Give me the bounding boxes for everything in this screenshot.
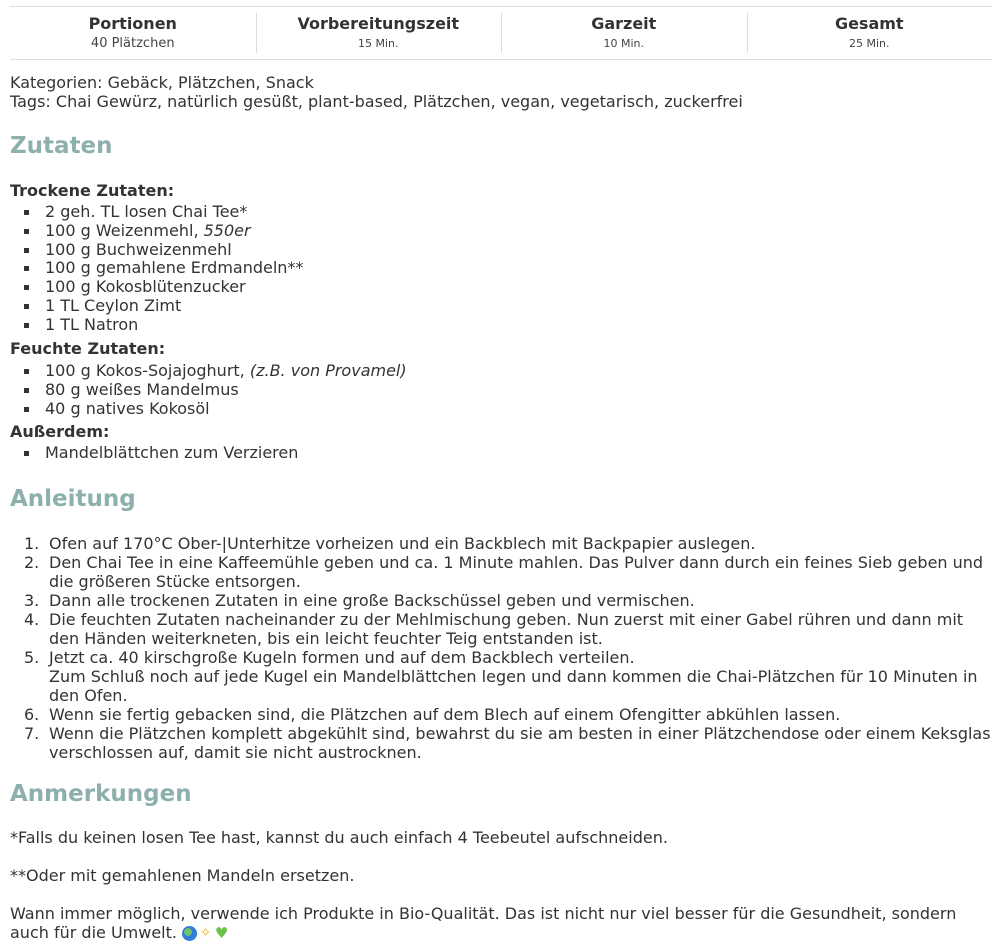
ingredient-list-wet — [24, 362, 407, 418]
instruction-step: 2. Den Chai Tee in eine Kaffeemühle geben und ca. 1 Minute mahlen. Das Pulver dann durch ein feines Sieb geben und die größeren Stücke entsorgen. — [24, 553, 984, 591]
ingredient-item: 100 g Kokosblütenzucker — [24, 278, 303, 297]
stat-label: Garzeit — [591, 14, 657, 33]
ingredient-item: 100 g Weizenmehl, 550er — [24, 222, 303, 241]
recipe-stats-bar — [10, 6, 992, 60]
instruction-step: 6. Wenn sie fertig gebacken sind, die Plätzchen auf dem Blech auf einem Ofengitter abkühlen lassen. — [24, 705, 841, 724]
ingredient-item: Mandelblättchen zum Verzieren — [24, 444, 298, 463]
instructions-heading: Anleitung — [10, 486, 136, 512]
stat-cook-time — [501, 7, 747, 59]
stat-label: Portionen — [88, 14, 177, 33]
ingredient-item: 100 g Kokos-Sojajoghurt, (z.B. von Provamel) — [24, 362, 407, 381]
ingredient-item: 1 TL Natron — [24, 316, 303, 335]
recipe-meta — [10, 73, 743, 111]
stat-prep-time — [256, 7, 502, 59]
stat-value: 40 Plätzchen — [90, 36, 175, 51]
ingredient-item: 100 g Buchweizenmehl — [24, 241, 303, 260]
notes-heading: Anmerkungen — [10, 781, 192, 807]
stat-servings — [10, 7, 256, 59]
tags-line: Tags: Chai Gewürz, natürlich gesüßt, plant-based, Plätzchen, vegan, vegetarisch, zuckerfrei — [10, 92, 743, 111]
instruction-step: 7. Wenn die Plätzchen komplett abgekühlt sind, bewahrst du sie am besten in einer Plätzchendose oder einem Keksglas verschlossen auf, damit sie nicht austrocknen. — [24, 724, 991, 762]
instruction-step: 1. Ofen auf 170°C Ober-|Unterhitze vorheizen und ein Backblech mit Backpapier auslegen. — [24, 534, 756, 553]
stat-total-time — [747, 7, 993, 59]
dizzy-icon: ✧ — [199, 925, 212, 941]
stat-label: Vorbereitungszeit — [297, 14, 460, 33]
instruction-step: 3. Dann alle trockenen Zutaten in eine große Backschüssel geben und vermischen. — [24, 591, 695, 610]
note-tea: *Falls du keinen losen Tee hast, kannst du auch einfach 4 Teebeutel aufschneiden. — [10, 828, 668, 847]
ingredient-group-title: Außerdem: — [10, 422, 110, 441]
ingredient-group-title: Trockene Zutaten: — [10, 181, 175, 200]
ingredient-note: 550er — [203, 220, 251, 240]
stat-label: Gesamt — [834, 14, 904, 33]
note-almonds: **Oder mit gemahlenen Mandeln ersetzen. — [10, 866, 355, 885]
emoji-group — [182, 926, 229, 941]
globe-icon — [182, 926, 197, 941]
ingredients-heading: Zutaten — [10, 133, 113, 159]
ingredient-item: 1 TL Ceylon Zimt — [24, 297, 303, 316]
instruction-steps — [10, 534, 992, 762]
note-organic: Wann immer möglich, verwende ich Produkte in Bio-Qualität. Das ist nicht nur viel besser für die Gesundheit, sondern auch für die Umwelt. ✧ ♥ — [10, 904, 957, 942]
ingredient-list-dry — [24, 203, 303, 335]
stat-value: 10 Min. — [603, 37, 644, 50]
categories-line: Kategorien: Gebäck, Plätzchen, Snack — [10, 73, 314, 92]
ingredient-item: 100 g gemahlene Erdmandeln** — [24, 259, 303, 278]
stat-value: 15 Min. — [357, 37, 399, 50]
instruction-step: 5. Jetzt ca. 40 kirschgroße Kugeln formen und auf dem Backblech verteilen. Zum Schluß noch auf jede Kugel ein Mandelblättchen legen und dann kommen die Chai-Plätzchen für 10 Minuten in den Ofen. — [10, 648, 992, 705]
ingredient-item: 80 g weißes Mandelmus — [24, 381, 407, 400]
ingredient-group-title: Feuchte Zutaten: — [10, 339, 166, 358]
green-heart-icon: ♥ — [214, 924, 229, 942]
instruction-step: 4. Die feuchten Zutaten nacheinander zu der Mehlmischung geben. Nun zuerst mit einer Gabel rühren und dann mit den Händen weiterkneten, bis ein leicht feuchter Teig entstanden ist. — [24, 610, 964, 648]
ingredient-item: 40 g natives Kokosöl — [24, 400, 407, 419]
ingredient-note: (z.B. von Provamel) — [249, 361, 407, 380]
ingredient-list-extra — [24, 444, 298, 463]
stat-value: 25 Min. — [848, 37, 890, 50]
ingredient-item: 2 geh. TL losen Chai Tee* — [24, 203, 303, 222]
instruction-step-extra: Zum Schluß noch auf jede Kugel ein Mandelblättchen legen und dann kommen die Chai-Plätzchen für 10 Minuten in den Ofen. — [49, 667, 978, 705]
